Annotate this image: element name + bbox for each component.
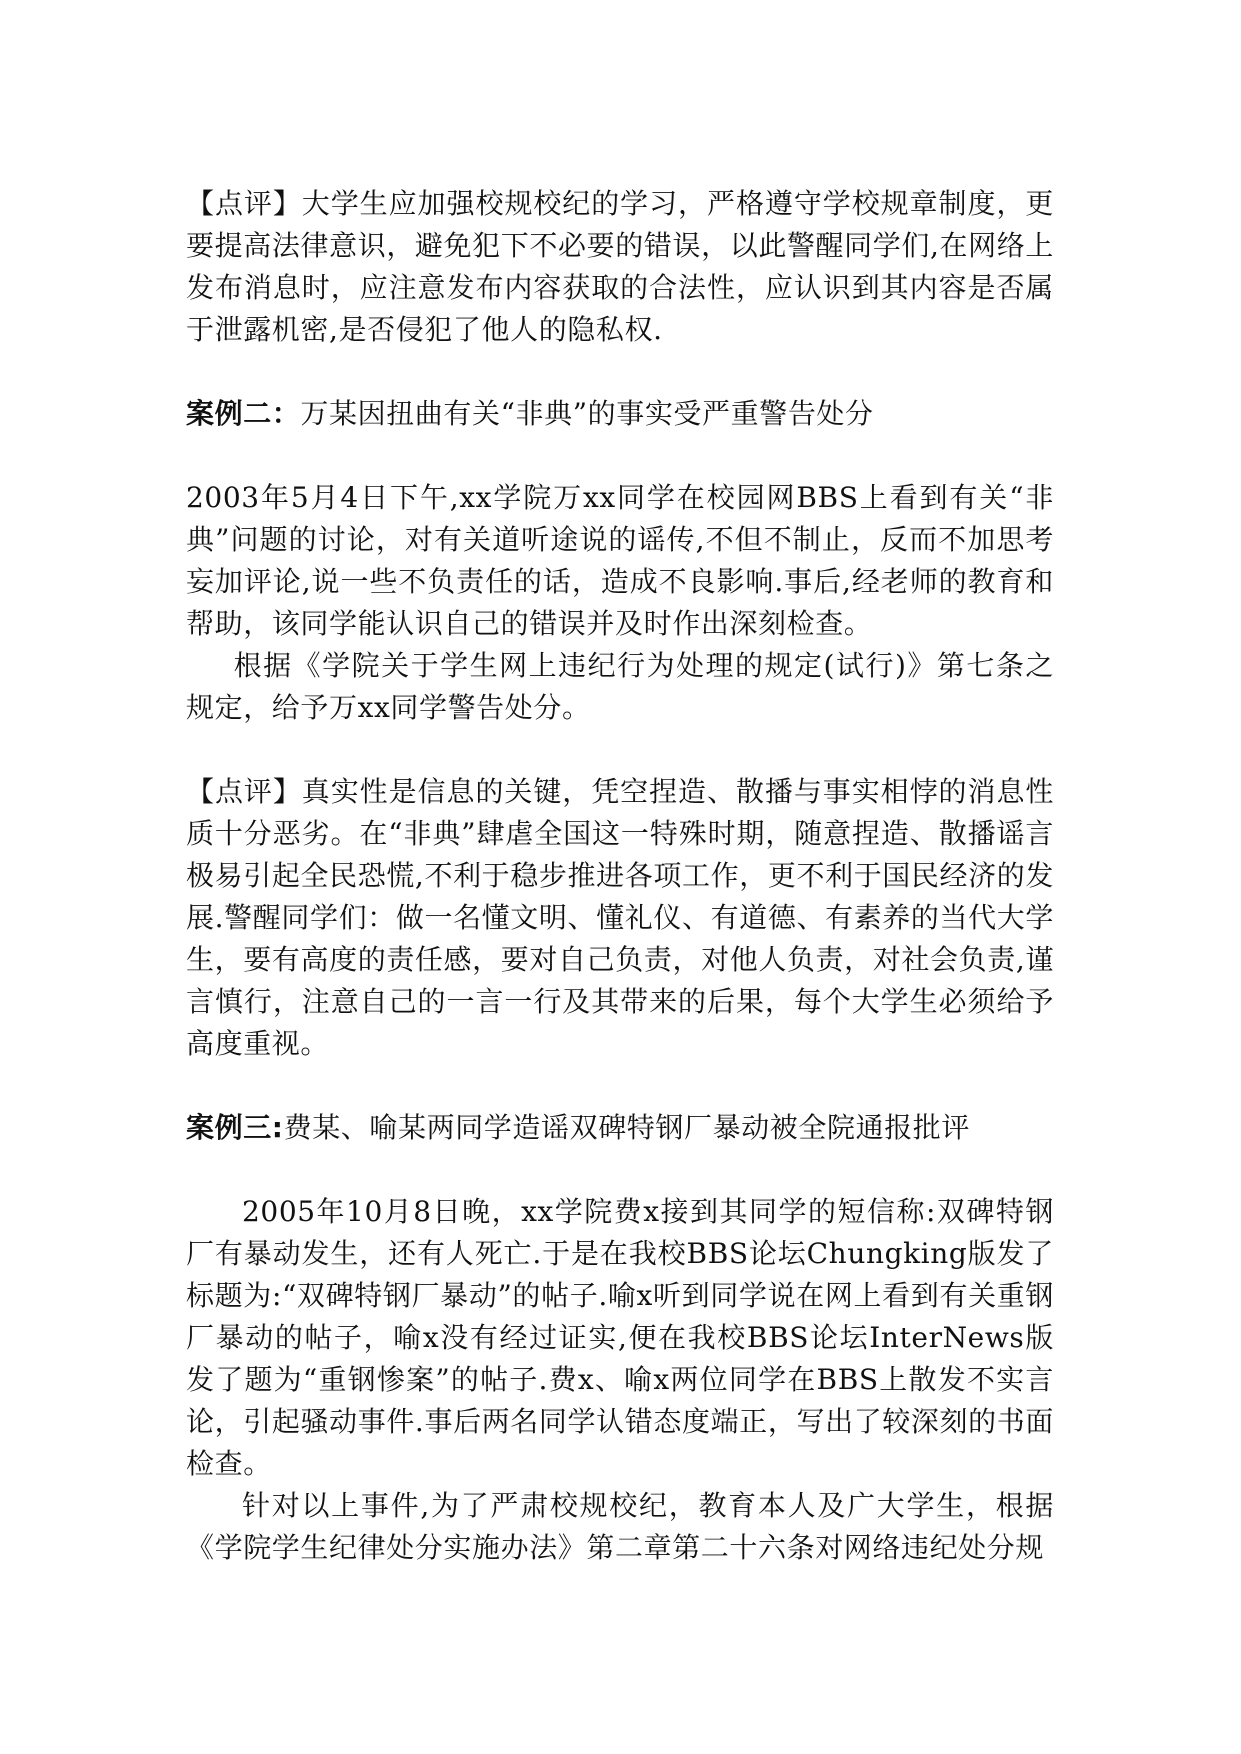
case2-title: 万某因扭曲有关“非典”的事实受严重警告处分 [300, 397, 874, 430]
case3-title: 费某、喻某两同学造谣双碑特钢厂暴动被全院通报批评 [283, 1111, 971, 1144]
document-body [186, 183, 1054, 1569]
comment-paragraph-1: 【点评】大学生应加强校规校纪的学习，严格遵守学校规章制度，更要提高法律意识，避免犯下不必要的错误，以此警醒同学们,在网络上发布消息时，应注意发布内容获取的合法性，应认识到其内容是否属于泄露机密,是否侵犯了他人的隐私权. [186, 187, 1054, 346]
spacer [186, 435, 1054, 477]
spacer [186, 729, 1054, 771]
spacer [186, 1149, 1054, 1191]
case2-paragraph-1: 2003年5月4日下午,xx学院万xx同学在校园网BBS上看到有关“非典”问题的讨论，对有关道听途说的谣传,不但不制止，反而不加思考妄加评论,说一些不负责任的话，造成不良影响.事后,经老师的教育和帮助，该同学能认识自己的错误并及时作出深刻检查。 [186, 481, 1054, 640]
case3-paragraph-2: 针对以上事件,为了严肃校规校纪，教育本人及广大学生，根据《学院学生纪律处分实施办法》第二章第二十六条对网络违纪处分规 [186, 1489, 1054, 1564]
case2-label: 案例二： [186, 397, 301, 430]
case3-label: 案例三: [186, 1111, 284, 1144]
case3-heading [186, 1107, 1054, 1149]
case2-heading [186, 393, 1054, 435]
spacer [186, 1065, 1054, 1107]
case2-comment: 【点评】真实性是信息的关键，凭空捏造、散播与事实相悖的消息性质十分恶劣。在“非典”肆虐全国这一特殊时期，随意捏造、散播谣言极易引起全民恐慌,不利于稳步推进各项工作，更不利于国民经济的发展.警醒同学们：做一名懂文明、懂礼仪、有道德、有素养的当代大学生，要有高度的责任感，要对自己负责，对他人负责，对社会负责,谨言慎行，注意自己的一言一行及其带来的后果，每个大学生必须给予高度重视。 [186, 775, 1054, 1060]
spacer [186, 351, 1054, 393]
case3-paragraph-1: 2005年10月8日晚，xx学院费x接到其同学的短信称:双碑特钢厂有暴动发生，还有人死亡.于是在我校BBS论坛Chungking版发了标题为:“双碑特钢厂暴动”的帖子.喻x听到同学说在网上看到有关重钢厂暴动的帖子，喻x没有经过证实,便在我校BBS论坛InterNews版发了题为“重钢惨案”的帖子.费x、喻x两位同学在BBS上散发不实言论，引起骚动事件.事后两名同学认错态度端正，写出了较深刻的书面检查。 [186, 1195, 1054, 1480]
case2-paragraph-2: 根据《学院关于学生网上违纪行为处理的规定(试行)》第七条之规定，给予万xx同学警告处分。 [186, 649, 1054, 724]
